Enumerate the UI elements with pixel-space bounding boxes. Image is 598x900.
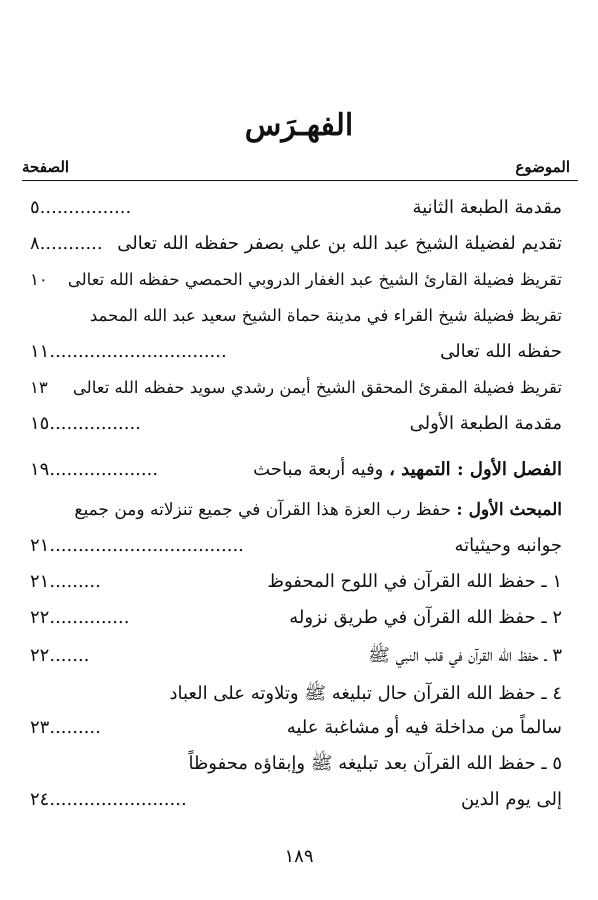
toc-entry: [30, 266, 562, 294]
toc-entry-text: تقريظ فضيلة القارئ الشيخ عبد الغفار الدروبي الحمصي حفظه الله تعالى: [67, 270, 562, 289]
leader-dots: ...............................: [49, 341, 227, 362]
toc-entry-page-number: ٢٤: [30, 789, 50, 810]
toc-entry-text: ١ ـ حفظ الله القرآن في اللوح المحفوظ: [267, 571, 562, 592]
toc-entry-page: [30, 410, 141, 438]
header-page: الصفحة: [22, 158, 70, 176]
toc-entry: [30, 532, 562, 560]
page-number: ١٨٩: [284, 846, 314, 867]
leader-dots: ................: [39, 197, 132, 218]
toc-entry: [30, 642, 562, 670]
section-heading: المبحث الأول :: [456, 500, 562, 520]
leader-dots: .........: [49, 717, 101, 738]
toc-entry-text: إلى يوم الدين: [460, 789, 562, 810]
toc-entry: [30, 410, 562, 438]
toc-entry-text: [74, 500, 562, 520]
toc-entry-page-number: ٢٣: [30, 717, 50, 738]
leader-dots: ........................: [49, 789, 187, 810]
toc-entry: [30, 302, 562, 330]
toc-entry-page-number: ١٠: [30, 270, 48, 289]
toc-entry-text: تقديم لفضيلة الشيخ عبد الله بن علي بصفر حفظه الله تعالى: [117, 233, 562, 254]
toc-entry-page: [30, 338, 227, 366]
toc-entry-text: ٤ ـ حفظ الله القرآن حال تبليغه ﷺ وتلاوته على العباد: [169, 683, 562, 704]
chapter-subtitle: وفيه أربعة مباحث: [253, 459, 384, 480]
header-topic: الموضوع: [515, 158, 570, 176]
toc-entry-page-number: ١٣: [30, 378, 48, 397]
toc-entry: [30, 714, 562, 742]
toc-entry-page-number: ١١: [30, 341, 50, 362]
toc-entry-page: [30, 266, 48, 294]
toc-entry-text: حفظه الله تعالى: [440, 341, 562, 362]
section-subtitle: حفظ رب العزة هذا القرآن في جميع تنزلاته ومن جميع: [74, 500, 451, 520]
toc-entry: [30, 604, 562, 632]
toc-entry: [30, 374, 562, 402]
toc-entry-page: [30, 230, 103, 258]
toc-entry: [30, 750, 562, 778]
toc-entry-page-number: ١٩: [30, 459, 50, 480]
toc-chapter-entry: [30, 456, 562, 484]
toc-entry-page: [30, 568, 101, 596]
toc-entry-page-number: ٥: [30, 197, 40, 218]
toc-entry-text: تقريظ فضيلة المقرئ المحقق الشيخ أيمن رشدي سويد حفظه الله تعالى: [72, 378, 562, 397]
toc-entry-text: مقدمة الطبعة الأولى: [409, 413, 562, 434]
toc-entry-page: [30, 456, 158, 484]
toc-entry-page-number: ٢١: [30, 535, 50, 556]
leader-dots: .......: [49, 645, 90, 666]
toc-entry-page-number: ٢٢: [30, 607, 50, 628]
toc-entry-text: تقريظ فضيلة شيخ القراء في مدينة حماة الشيخ سعيد عبد الله المحمد: [89, 306, 562, 325]
toc-entry-text: مقدمة الطبعة الثانية: [412, 197, 562, 218]
toc-entry-page: [30, 786, 187, 814]
toc-entry: [30, 230, 562, 258]
toc-entry-page: [30, 714, 101, 742]
chapter-heading: الفصل الأول : التمهيد ،: [389, 459, 562, 480]
toc-entry-page: [30, 532, 244, 560]
toc-entry-text: ٣ ـ حفظ الله القرآن في قلب النبي ﷺ: [368, 645, 562, 666]
leader-dots: ...................: [49, 459, 159, 480]
page-title: الفهـرَس: [244, 108, 354, 143]
toc-entry: [30, 568, 562, 596]
toc-entry-text: [253, 459, 562, 480]
toc-entry-page: [30, 194, 131, 222]
toc-entry-text: ٢ ـ حفظ الله القرآن في طريق نزوله: [289, 607, 562, 628]
toc-entry-page: [30, 374, 48, 402]
toc-entry-text: سالماً من مداخلة فيه أو مشاغبة عليه: [286, 717, 562, 738]
leader-dots: ...........: [39, 233, 103, 254]
toc-entry-text: جوانبه وحيثياته: [454, 535, 562, 556]
toc-entry-page: [30, 604, 129, 632]
toc-entry-page-number: ٢٢: [30, 645, 50, 666]
table-header: [22, 158, 578, 181]
toc-entry-text: ٥ ـ حفظ الله القرآن بعد تبليغه ﷺ وإبقاؤه محفوظاً: [188, 753, 562, 774]
leader-dots: .........: [49, 571, 101, 592]
toc-entry-page-number: ٢١: [30, 571, 50, 592]
leader-dots: ..................................: [49, 535, 244, 556]
toc-entry: [30, 786, 562, 814]
toc-entry: [30, 680, 562, 708]
toc-entry: [30, 194, 562, 222]
toc-entry-page-number: ١٥: [30, 413, 50, 434]
toc-section-entry: [30, 496, 562, 524]
toc-entry-page-number: ٨: [30, 233, 40, 254]
toc-entry: [30, 338, 562, 366]
leader-dots: ..............: [49, 607, 130, 628]
toc-entry-page: [30, 642, 89, 670]
leader-dots: ................: [49, 413, 141, 434]
